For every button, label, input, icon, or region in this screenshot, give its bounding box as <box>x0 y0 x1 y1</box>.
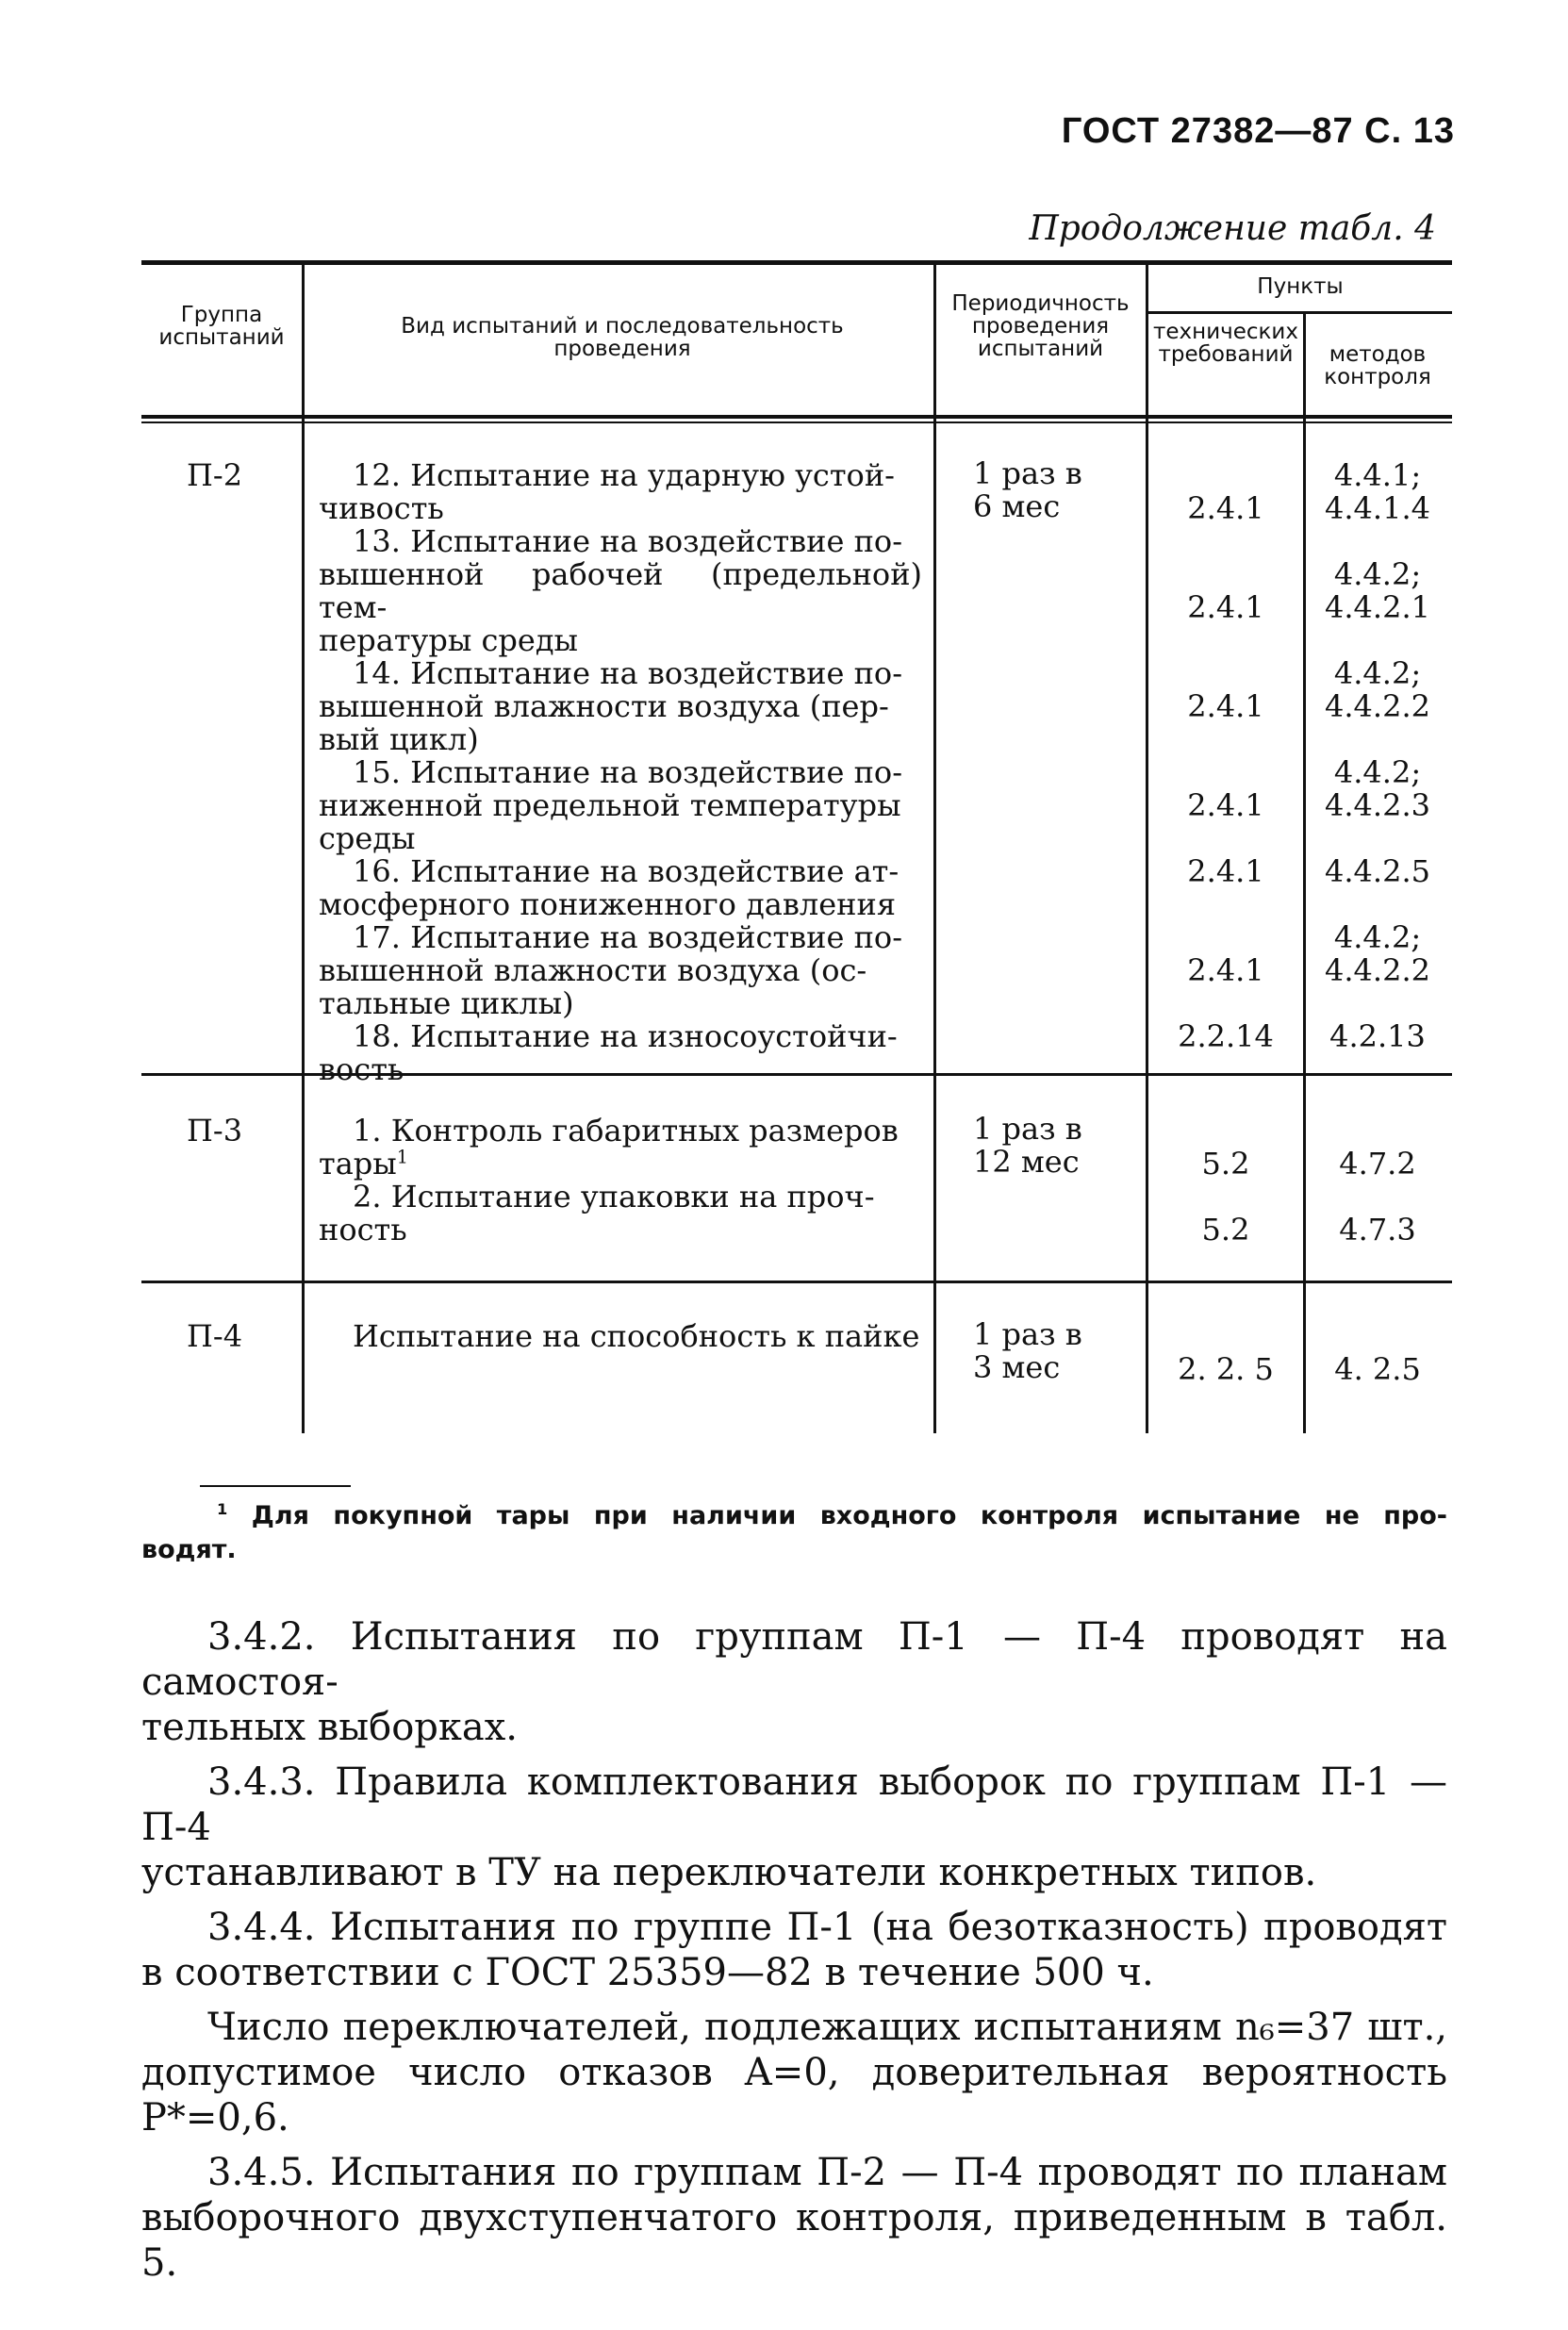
test-line: Испытание на способность к пайке <box>353 1318 920 1354</box>
tech-cell: 2.4.1 <box>1187 688 1264 724</box>
test-line: 14. Испытание на воздействие по- <box>353 655 902 691</box>
test-line: чивость <box>319 490 444 526</box>
header-bottom-rule <box>141 415 1452 419</box>
tech-cell: 2.2.14 <box>1178 1018 1274 1054</box>
test-line: пературы среды <box>319 622 578 658</box>
test-descriptions-p4 <box>319 1320 922 1353</box>
methods-cell: 4.4.1; 4.4.1.4 <box>1325 457 1430 526</box>
test-line: ность <box>319 1212 407 1248</box>
paragraph-sample-count-cont: допустимое число отказов A=0, доверительная вероятность <box>141 2051 1447 2094</box>
test-descriptions-p2 <box>319 459 922 1086</box>
table-top-rule <box>141 260 1452 265</box>
test-line: 2. Испытание упаковки на проч- <box>353 1179 875 1215</box>
period-cell: 1 раз в 3 мес <box>973 1316 1082 1385</box>
test-line: вость <box>319 1051 404 1087</box>
test-line: мосферного пониженного давления <box>319 886 896 922</box>
page-header: ГОСТ 27382—87 С. 13 <box>1061 111 1455 151</box>
paragraph-3-4-5-cont: выборочного двухступенчатого контроля, приведенным в табл. 5. <box>141 2196 1447 2285</box>
test-line: тальные циклы) <box>319 985 574 1021</box>
footnote-mark: 1 <box>217 1500 228 1518</box>
items-subheader-rule <box>1148 311 1452 314</box>
methods-cell: 4.4.2; 4.4.2.2 <box>1325 655 1430 724</box>
test-line: вышенной влажности воздуха (ос- <box>319 952 867 988</box>
tech-cell: 2. 2. 5 <box>1178 1351 1274 1387</box>
test-line: среды <box>319 820 416 856</box>
tech-cell: 2.4.1 <box>1187 787 1264 823</box>
footnote-rule <box>200 1485 351 1487</box>
methods-cell: 4.4.2.5 <box>1325 853 1430 889</box>
header-items: Пункты <box>1257 274 1344 299</box>
methods-cell: 4.7.2 <box>1339 1146 1416 1182</box>
paragraph-3-4-3-cont: устанавливают в ТУ на переключатели конкретных типов. <box>141 1851 1317 1894</box>
header-kind: Вид испытаний и последовательность проведения <box>401 314 844 361</box>
methods-cell: 4.2.13 <box>1329 1018 1426 1054</box>
paragraph-3-4-4: 3.4.4. Испытания по группе П-1 (на безотказность) проводят <box>207 1906 1447 1949</box>
paragraph-sample-count-end: P*=0,6. <box>141 2096 289 2140</box>
table-continuation-label: Продолжение табл. 4 <box>1029 209 1436 248</box>
test-line: 17. Испытание на воздействие по- <box>353 919 902 955</box>
tech-cell: 2.4.1 <box>1187 589 1264 625</box>
methods-cell: 4. 2.5 <box>1334 1351 1421 1387</box>
col-divider-3 <box>1146 264 1148 1433</box>
col-divider-1 <box>302 264 305 1433</box>
paragraph-3-4-4-cont: в соответствии с ГОСТ 25359—82 в течение 500 ч. <box>141 1951 1154 1994</box>
tech-cell: 2.4.1 <box>1187 853 1264 889</box>
group-label: П-2 <box>187 457 243 493</box>
header-group: Группа испытаний <box>158 303 285 350</box>
footnote-ref: 1 <box>396 1146 408 1168</box>
test-line: 12. Испытание на ударную устой- <box>353 457 895 493</box>
col-divider-2 <box>933 264 936 1433</box>
paragraph-3-4-5: 3.4.5. Испытания по группам П-2 — П-4 проводят по планам <box>207 2151 1447 2194</box>
header-methods: методов контроля <box>1324 342 1431 389</box>
tech-cell: 5.2 <box>1201 1212 1250 1248</box>
test-line: тары$^1$ <box>319 1146 408 1182</box>
header-tech: технических требований <box>1153 320 1298 367</box>
tech-cell: 5.2 <box>1201 1146 1250 1182</box>
test-line: 16. Испытание на воздействие ат- <box>353 853 900 889</box>
group-label: П-3 <box>187 1113 243 1148</box>
col-divider-4 <box>1303 311 1306 1433</box>
header-bottom-rule-2 <box>141 421 1452 423</box>
test-line: вышенной влажности воздуха (пер- <box>319 688 889 724</box>
paragraph-3-4-2-cont: тельных выборках. <box>141 1706 519 1749</box>
test-line: вый цикл) <box>319 721 479 757</box>
period-cell: 1 раз в 6 мес <box>973 455 1082 524</box>
paragraph-3-4-3: 3.4.3. Правила комплектования выборок по группам П-1 — П-4 <box>141 1760 1447 1849</box>
methods-cell: 4.4.2; 4.4.2.3 <box>1325 754 1430 823</box>
test-descriptions-p3 <box>319 1115 922 1247</box>
header-period: Периодичность проведения испытаний <box>951 291 1130 361</box>
test-line: 18. Испытание на износоустойчи- <box>353 1018 898 1054</box>
tech-cell: 2.4.1 <box>1187 952 1264 988</box>
paragraph-sample-count: Число переключателей, подлежащих испытаниям n₆=37 шт., <box>207 2006 1447 2049</box>
paragraph-3-4-2: 3.4.2. Испытания по группам П-1 — П-4 проводят на самостоя- <box>141 1615 1447 1704</box>
period-cell: 1 раз в 12 мес <box>973 1111 1082 1180</box>
methods-cell: 4.4.2; 4.4.2.1 <box>1325 556 1430 625</box>
test-line: ниженной предельной температуры <box>319 787 901 823</box>
body-text <box>141 1614 1447 2286</box>
group-label: П-4 <box>187 1318 243 1354</box>
footnote: $^1$ Для покупной тары при наличии входного контроля испытание не про- водят. <box>141 1500 1448 1564</box>
tech-cell: 2.4.1 <box>1187 490 1264 526</box>
methods-cell: 4.7.3 <box>1339 1212 1416 1248</box>
test-line: 15. Испытание на воздействие по- <box>353 754 902 790</box>
methods-cell: 4.4.2; 4.4.2.2 <box>1325 919 1430 988</box>
test-line: 1. Контроль габаритных размеров <box>353 1113 899 1148</box>
group-divider-p4 <box>141 1281 1452 1283</box>
test-line: 13. Испытание на воздействие по- <box>353 523 902 559</box>
test-line: вышенной рабочей (предельной) тем- <box>319 556 922 625</box>
